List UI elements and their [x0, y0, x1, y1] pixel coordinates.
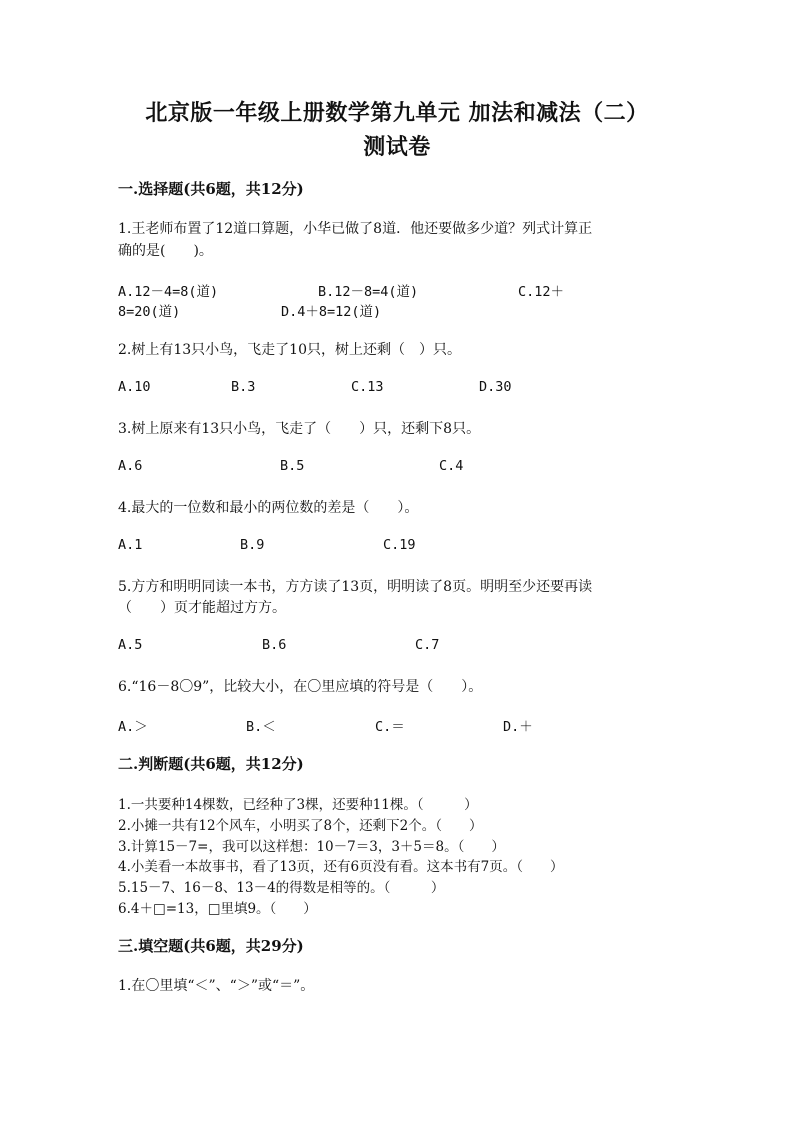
question-6-option-c: C.＝: [375, 719, 405, 735]
section-heading-choice: 一.选择题(共6题，共12分): [118, 180, 304, 198]
question-4-option-b: B.9: [240, 537, 265, 553]
question-3-option-b: B.5: [280, 458, 305, 474]
question-1-option-b: B.12－8=4(道): [318, 284, 419, 300]
question-4-option-c: C.19: [383, 537, 416, 553]
question-2-option-c: C.13: [351, 379, 384, 395]
question-6-option-a: A.＞: [118, 719, 148, 735]
judge-item: 3.计算15－7=，我可以这样想：10－7＝3，3＋5＝8。（ ）: [118, 839, 505, 855]
question-2-option-a: A.10: [118, 379, 151, 395]
question-1-option-c-cont: 8=20(道): [118, 304, 181, 320]
question-5-option-b: B.6: [262, 637, 287, 653]
question-6-text: 6.“16－8〇9”，比较大小，在〇里应填的符号是（ ）。: [118, 679, 483, 695]
judge-item: 4.小美看一本故事书，看了13页，还有6页没有看。这本书有7页。（ ）: [118, 859, 564, 875]
question-4-text: 4.最大的一位数和最小的两位数的差是（ ）。: [118, 500, 419, 516]
question-1-option-d: D.4＋8=12(道): [281, 304, 382, 320]
question-1-option-c: C.12＋: [518, 284, 565, 300]
judge-item: 5.15－7、16－8、13－4的得数是相等的。（ ）: [118, 880, 445, 896]
judge-item: 6.4＋□=13，□里填9。（ ）: [118, 901, 317, 917]
section-heading-judge: 二.判断题(共6题，共12分): [118, 755, 304, 773]
fill-question-1: 1.在〇里填“＜”、“＞”或“＝”。: [118, 978, 315, 994]
question-5-option-c: C.7: [415, 637, 440, 653]
question-2-option-d: D.30: [479, 379, 512, 395]
question-3-option-c: C.4: [439, 458, 464, 474]
page-title: 北京版一年级上册数学第九单元 加法和减法（二）: [145, 100, 649, 126]
page-subtitle: 测试卷: [363, 134, 431, 160]
question-1-text: 1.王老师布置了12道口算题，小华已做了8道．他还要做多少道？列式计算正: [118, 221, 593, 237]
question-5-option-a: A.5: [118, 637, 143, 653]
question-1-option-a: A.12－4=8(道): [118, 284, 219, 300]
section-heading-fill: 三.填空题(共6题，共29分): [118, 937, 304, 955]
question-6-option-d: D.＋: [503, 719, 533, 735]
question-3-option-a: A.6: [118, 458, 143, 474]
question-4-option-a: A.1: [118, 537, 143, 553]
question-1-text-cont: 确的是( )。: [118, 243, 213, 259]
judge-item: 2.小摊一共有12个风车，小明买了8个，还剩下2个。（ ）: [118, 818, 483, 834]
question-5-text: 5.方方和明明同读一本书，方方读了13页，明明读了8页。明明至少还要再读: [118, 579, 593, 595]
question-2-text: 2.树上有13只小鸟，飞走了10只，树上还剩（ ）只。: [118, 342, 461, 358]
question-3-text: 3.树上原来有13只小鸟，飞走了（ ）只，还剩下8只。: [118, 421, 481, 437]
question-5-text-cont: （ ）页才能超过方方。: [118, 600, 286, 616]
question-6-option-b: B.＜: [246, 719, 276, 735]
judge-item: 1.一共要种14棵数，已经种了3棵，还要种11棵。（ ）: [118, 797, 478, 813]
question-2-option-b: B.3: [231, 379, 256, 395]
